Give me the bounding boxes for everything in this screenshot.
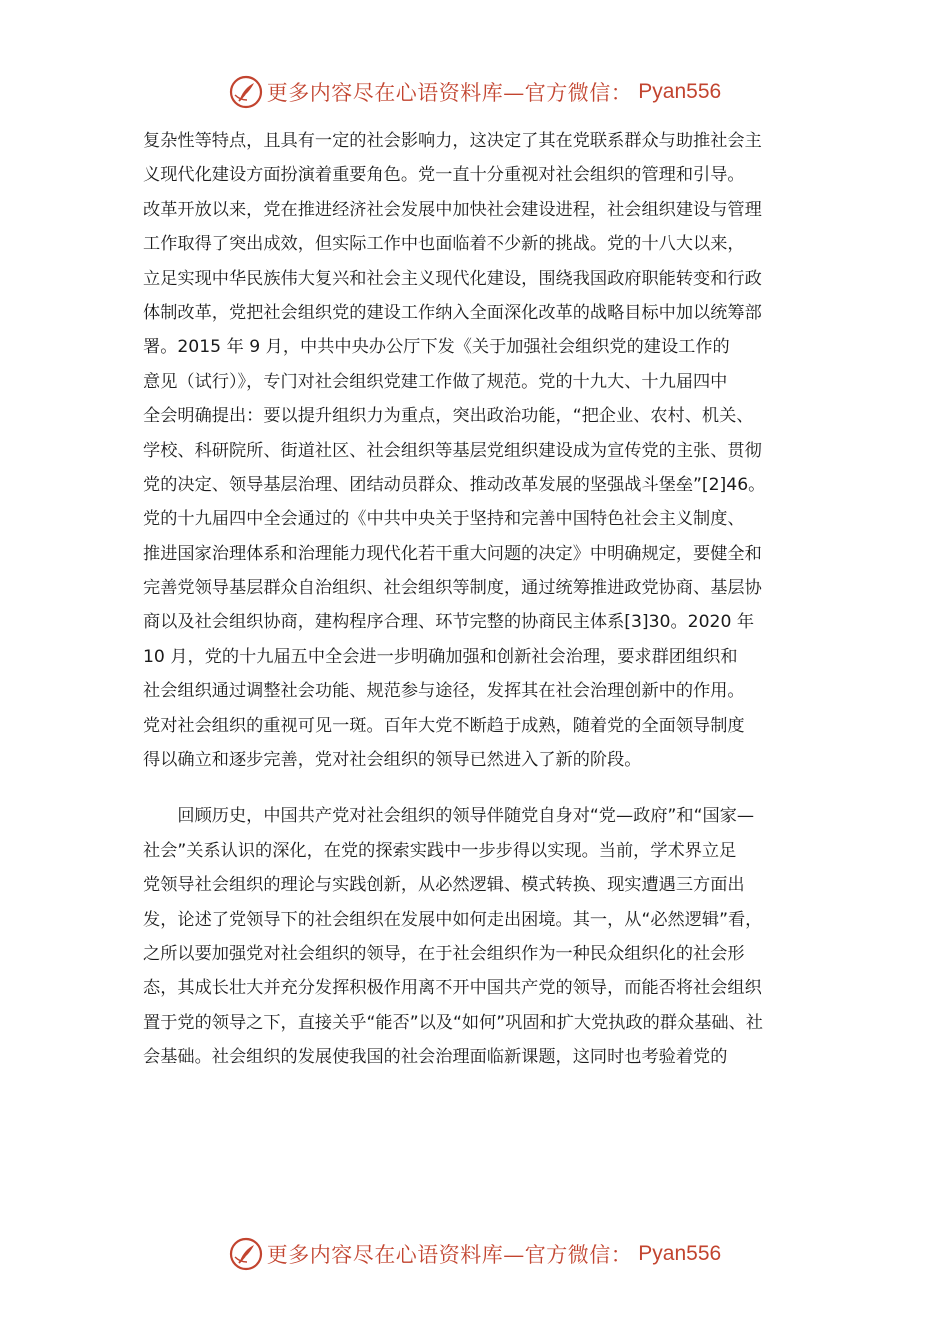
- footer-banner: [0, 1234, 950, 1274]
- text-line: 全会明确提出：要以提升组织力为重点，突出政治功能，“把企业、农村、机关、: [143, 406, 754, 427]
- text-line: 复杂性等特点，且具有一定的社会影响力，这决定了其在党联系群众与助推社会主: [143, 131, 762, 151]
- text-line: 社会”关系认识的深化，在党的探索实践中一步步得以实现。当前，学术界立足: [143, 840, 737, 861]
- text-line: 立足实现中华民族伟大复兴和社会主义现代化建设，围绕我国政府职能转变和行政: [143, 268, 762, 289]
- text-line: 署。2015 年 9 月，中共中央办公厅下发《关于加强社会组织党的建设工作的: [143, 337, 730, 358]
- paragraph: [143, 799, 815, 1074]
- text-line: 义现代化建设方面扮演着重要角色。党一直十分重视对社会组织的管理和引导。: [143, 165, 745, 186]
- quill-emblem-icon: [229, 1237, 263, 1271]
- text-line: 党对社会组织的重视可见一斑。百年大党不断趋于成熟，随着党的全面领导制度: [143, 715, 745, 736]
- text-line: 完善党领导基层群众自治组织、社会组织等制度，通过统筹推进政党协商、基层协: [143, 578, 762, 599]
- footer-banner-content: [229, 1237, 721, 1271]
- text-line: 意见（试行）》，专门对社会组织党建工作做了规范。党的十九大、十九届四中: [143, 371, 728, 392]
- header-banner-content: [229, 75, 721, 109]
- text-line: 党的十九届四中全会通过的《中共中央关于坚持和完善中国特色社会主义制度、: [143, 509, 745, 530]
- text-line: 推进国家治理体系和治理能力现代化若干重大问题的决定》中明确规定，要健全和: [143, 543, 762, 564]
- text-line: 之所以要加强党对社会组织的领导，在于社会组织作为一种民众组织化的社会形: [143, 943, 745, 964]
- text-line: 党的决定、领导基层治理、团结动员群众、推动改革发展的坚强战斗堡垒”[2]46。: [143, 474, 766, 495]
- wechat-id: Pyan556: [638, 1242, 722, 1265]
- text-line: 工作取得了突出成效，但实际工作中也面临着不少新的挑战。党的十八大以来，: [143, 234, 745, 255]
- banner-text: 更多内容尽在心语资料库—官方微信：: [266, 81, 633, 105]
- text-line: 商以及社会组织协商，建构程序合理、环节完整的协商民主体系[3]30。2020 年: [143, 612, 755, 633]
- header-banner: [0, 72, 950, 112]
- quill-emblem-icon: [229, 75, 263, 109]
- text-line: 党领导社会组织的理论与实践创新，从必然逻辑、模式转换、现实遭遇三方面出: [143, 875, 745, 896]
- text-line: 学校、科研院所、街道社区、社会组织等基层党组织建设成为宣传党的主张、贯彻: [143, 440, 762, 461]
- paragraph-gap: [143, 777, 815, 799]
- text-line: 10 月，党的十九届五中全会进一步明确加强和创新社会治理，要求群团组织和: [143, 646, 738, 667]
- text-line: 改革开放以来，党在推进经济社会发展中加快社会建设进程，社会组织建设与管理: [143, 199, 762, 220]
- document-body: [143, 124, 815, 1075]
- text-line: 回顾历史，中国共产党对社会组织的领导伴随党自身对“党—政府”和“国家—: [143, 806, 755, 827]
- text-line: 会基础。社会组织的发展使我国的社会治理面临新课题，这同时也考验着党的: [143, 1047, 728, 1068]
- text-line: 社会组织通过调整社会功能、规范参与途径，发挥其在社会治理创新中的作用。: [143, 681, 745, 702]
- text-line: 发，论述了党领导下的社会组织在发展中如何走出困境。其一，从“必然逻辑”看，: [143, 909, 763, 930]
- text-line: 得以确立和逐步完善，党对社会组织的领导已然进入了新的阶段。: [143, 750, 642, 771]
- text-line: 态，其成长壮大并充分发挥积极作用离不开中国共产党的领导，而能否将社会组织: [143, 978, 762, 999]
- banner-text: 更多内容尽在心语资料库—官方微信：: [266, 1243, 633, 1267]
- paragraph: [143, 124, 815, 777]
- text-line: 置于党的领导之下，直接关乎“能否”以及“如何”巩固和扩大党执政的群众基础、社: [143, 1012, 763, 1033]
- text-line: 体制改革，党把社会组织党的建设工作纳入全面深化改革的战略目标中加以统筹部: [143, 302, 762, 323]
- wechat-id: Pyan556: [638, 80, 722, 103]
